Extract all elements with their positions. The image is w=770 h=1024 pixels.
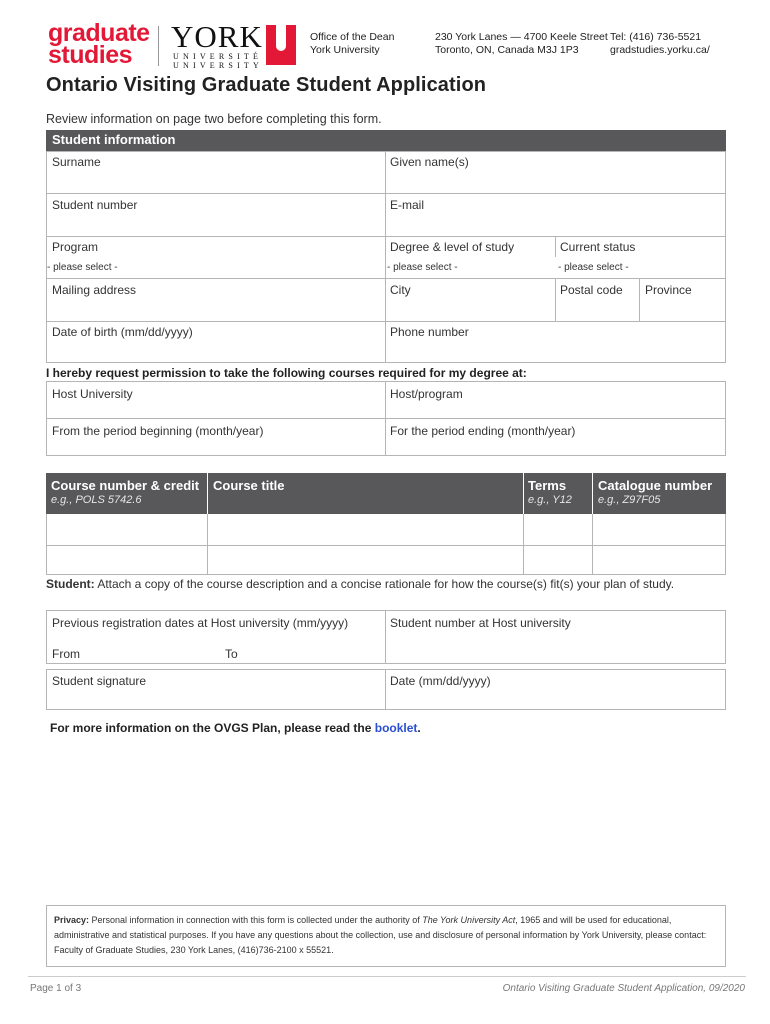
mailing-address-field[interactable]: Mailing address [52, 283, 137, 297]
privacy-bold: Privacy: [54, 915, 90, 925]
course-title-input[interactable] [208, 515, 523, 545]
catalogue-example: e.g., Z97F05 [598, 494, 661, 506]
univ-fr: UNIVERSITÉ [173, 52, 263, 61]
status-label: Current status [560, 240, 636, 254]
program-label: Program [52, 240, 99, 254]
student-info-header [46, 130, 726, 151]
more-info-end: . [417, 721, 421, 735]
logo-line1: graduate [48, 19, 150, 47]
city-field[interactable]: City [390, 283, 411, 297]
address-line1: 230 York Lanes — 4700 Keele Street [435, 31, 608, 43]
province-field[interactable]: Province [645, 283, 692, 297]
email-field[interactable]: E-mail [390, 198, 425, 212]
catalogue-input[interactable] [593, 515, 725, 545]
given-names-field[interactable]: Given name(s) [390, 155, 469, 169]
terms-example: e.g., Y12 [528, 494, 572, 506]
page-title: Ontario Visiting Graduate Student Application [46, 74, 487, 96]
attach-text: Attach a copy of the course description and a concise rationale for how the course(s) fit(s) your plan of study. [94, 577, 675, 591]
degree-select[interactable]: - please select - [387, 262, 458, 273]
row-divider [46, 236, 726, 237]
phone-field[interactable]: Phone number [390, 325, 469, 339]
form-name: Ontario Visiting Graduate Student Application, 09/2020 [502, 983, 745, 994]
course-title-input[interactable] [208, 546, 523, 575]
office-line2: York University [310, 44, 380, 56]
review-note: Review information on page two before completing this form. [46, 112, 382, 126]
terms-input[interactable] [524, 515, 592, 545]
previous-dates-label: Previous registration dates at Host university (mm/yyyy) [52, 616, 349, 630]
more-info [50, 721, 421, 735]
course-number-input[interactable] [47, 546, 207, 575]
course-number-header: Course number & credit [51, 478, 200, 493]
privacy-text1: Personal information in connection with this form is collected under the authority of [89, 915, 423, 925]
catalogue-header: Catalogue number [598, 478, 713, 493]
host-university-field[interactable]: Host University [52, 387, 133, 401]
col-divider [639, 278, 640, 321]
surname-field[interactable]: Surname [52, 155, 101, 169]
status-select[interactable]: - please select - [558, 262, 629, 273]
col-divider [385, 151, 386, 363]
website-text: gradstudies.yorku.ca/ [610, 44, 710, 56]
logo-line2: studies [48, 41, 133, 69]
row-divider [46, 321, 726, 322]
attach-instruction [46, 577, 674, 591]
address-line2: Toronto, ON, Canada M3J 1P3 [435, 44, 579, 56]
office-info [310, 31, 394, 57]
dob-field[interactable]: Date of birth (mm/dd/yyyy) [52, 325, 193, 339]
logo-divider [158, 26, 159, 66]
course-title-header: Course title [213, 478, 285, 493]
univ-en: UNIVERSITY [173, 61, 263, 70]
terms-input[interactable] [524, 546, 592, 575]
program-select[interactable]: - please select - [47, 262, 118, 273]
postal-code-field[interactable]: Postal code [560, 283, 623, 297]
phone-text: Tel: (416) 736-5521 [610, 31, 702, 43]
from-field[interactable]: From [52, 647, 80, 661]
york-university-wordmark [173, 52, 263, 70]
period-begin-field[interactable]: From the period beginning (month/year) [52, 424, 264, 438]
signature-table [46, 669, 726, 710]
degree-label: Degree & level of study [390, 240, 515, 254]
signature-field[interactable]: Student signature [52, 674, 147, 688]
terms-header: Terms [528, 478, 567, 493]
privacy-notice [46, 905, 726, 967]
host-program-field[interactable]: Host/program [390, 387, 463, 401]
host-student-number-field[interactable]: Student number at Host university [390, 616, 571, 630]
row-divider [46, 278, 726, 279]
privacy-act: The York University Act [422, 915, 516, 925]
booklet-link[interactable]: booklet [374, 721, 418, 735]
student-info-heading: Student information [52, 132, 176, 147]
course-number-example: e.g., POLS 5742.6 [51, 494, 142, 506]
date-field[interactable]: Date (mm/dd/yyyy) [390, 674, 491, 688]
footer-divider [28, 976, 746, 977]
more-info-text: For more information on the OVGS Plan, please read the [50, 721, 375, 735]
col-divider [385, 610, 386, 664]
col-divider [385, 381, 386, 456]
office-line1: Office of the Dean [310, 31, 395, 43]
contact-info [610, 31, 710, 57]
row-divider [46, 193, 726, 194]
graduate-studies-logo [48, 19, 150, 69]
privacy-text2: , 1965 and will be used for educational, administrative and statistical purposes. If you have any questions about the collection, use and disclosure of personal information by York University, please contact: Faculty of Graduate Studies, 230 York Lanes, (416)736-2100 x 55521. [54, 915, 707, 955]
period-end-field[interactable]: For the period ending (month/year) [390, 424, 576, 438]
col-divider [385, 669, 386, 710]
york-u-logo-inner [276, 25, 286, 51]
col-divider [555, 278, 556, 321]
address-info [435, 31, 608, 57]
col-divider [555, 236, 556, 257]
york-wordmark: YORK [171, 19, 263, 54]
request-statement: I hereby request permission to take the following courses required for my degree at: [46, 366, 527, 380]
attach-bold: Student: [46, 577, 95, 591]
catalogue-input[interactable] [593, 546, 725, 575]
page-number: Page 1 of 3 [30, 983, 82, 994]
to-field[interactable]: To [225, 647, 238, 661]
row-divider [46, 418, 726, 419]
student-number-field[interactable]: Student number [52, 198, 138, 212]
course-number-input[interactable] [47, 515, 207, 545]
